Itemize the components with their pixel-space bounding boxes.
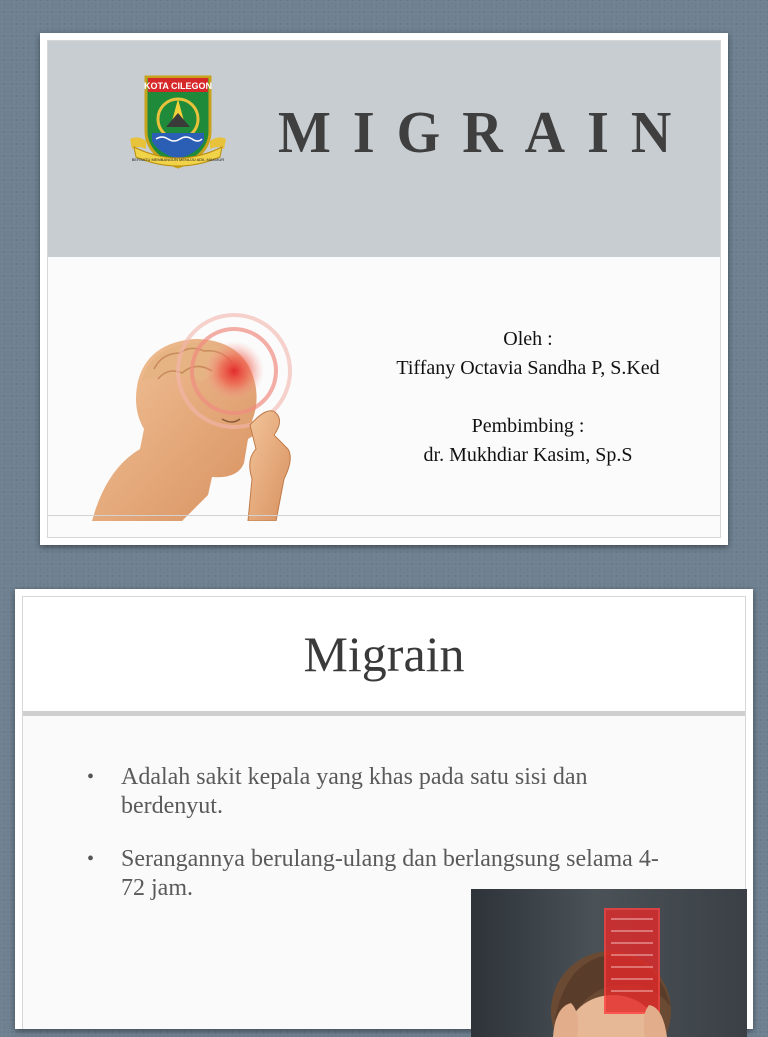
- title-area: [23, 597, 745, 711]
- photo-art: [471, 889, 747, 1037]
- supervisor-label: Pembimbing :: [471, 415, 585, 437]
- author-name: Tiffany Octavia Sandha P, S.Ked: [396, 357, 660, 379]
- page-title: MIGRAIN: [278, 100, 694, 166]
- divider: [48, 515, 720, 516]
- slide-frame: [47, 40, 721, 538]
- slide-title-text: Migrain: [303, 626, 465, 682]
- title-band: [48, 41, 720, 257]
- credits: [348, 325, 708, 470]
- slide-title: [40, 33, 728, 545]
- emblem-ribbon-text: BERSATU MEMBANGUN MENUJU ADIL MAKMUR: [131, 157, 225, 162]
- slide-frame: [22, 596, 746, 1029]
- bullet-icon: •: [87, 848, 95, 870]
- divider: [23, 711, 745, 716]
- list-item: [87, 763, 677, 821]
- bullet-text: Adalah sakit kepala yang khas pada satu sisi dan berdenyut.: [121, 764, 588, 819]
- coat-of-arms-icon: [128, 69, 228, 173]
- bullet-text: Serangannya berulang-ulang dan berlangsung selama 4-72 jam.: [121, 846, 659, 901]
- emblem-banner-text: KOTA CILEGON: [144, 81, 212, 91]
- spacer: [348, 383, 708, 412]
- author-label: Oleh :: [503, 328, 553, 350]
- slide-content: [15, 589, 753, 1029]
- supervisor-name: dr. Mukhdiar Kasim, Sp.S: [423, 444, 633, 466]
- bullet-icon: •: [87, 766, 95, 788]
- woman-headache-photo-icon: [471, 889, 747, 1037]
- headache-man-icon: [62, 309, 332, 521]
